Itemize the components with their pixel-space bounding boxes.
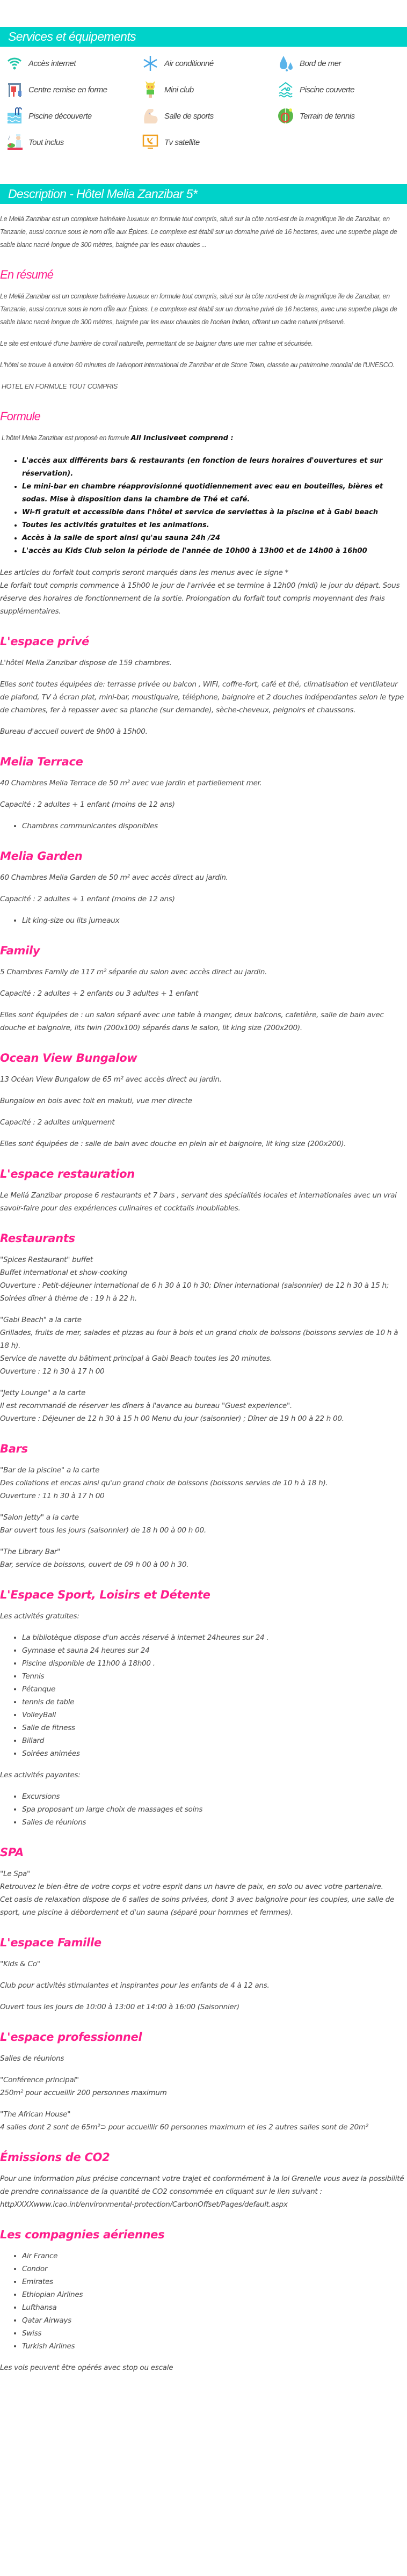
paragraph [0, 966, 406, 979]
section-heading-bars: Bars [0, 1442, 28, 1455]
text-line: Buffet international et show-cooking [0, 1268, 127, 1277]
list-item: • Pétanque [22, 1683, 406, 1696]
details-section [0, 455, 406, 2374]
paragraph [0, 656, 406, 669]
paragraph [0, 2108, 406, 2134]
amenity-label: Tv satellite [164, 137, 200, 147]
amenity-item [278, 53, 341, 74]
section-heading-l-espace-professionnel: L'espace professionnel [0, 2031, 142, 2044]
text-line: Le site est entouré d'une barrière de corail naturelle, permettant de se baigner dans une mer calme et sécurisée. [0, 340, 313, 347]
text-line: "The Library Bar" [0, 1548, 61, 1556]
list-item: • Turkish Airlines [22, 2340, 406, 2353]
paragraph [0, 678, 406, 717]
text-line: Elles sont équipées de : salle de bain avec douche en plein air et baignoire, lit king size (200x200). [0, 1140, 346, 1148]
amenity-item [142, 79, 194, 100]
text-line: "Jetty Lounge" a la carte [0, 1389, 86, 1397]
chef-buffet-icon [6, 134, 23, 151]
section-heading-formule: Formule [0, 410, 41, 423]
section-heading-ocean-view-bungalow: Ocean View Bungalow [0, 1052, 137, 1064]
text-line: Des collations et encas ainsi qu'un grand choix de boissons (boissons servies de 10 h à 18 h). [0, 1479, 328, 1487]
text-line: "The African House" [0, 2110, 71, 2119]
paragraph [0, 987, 406, 1000]
text-line: Ouverture : 11 h 30 à 17 h 00 [0, 1492, 105, 1500]
amenity-label: Salle de sports [164, 111, 214, 121]
paragraph [0, 566, 406, 618]
paragraph [0, 2361, 406, 2374]
text-line: Cet oasis de relaxation dispose de 6 salles de soins privées, dont 3 avec baignoire pour les couples, une salle de sport, une piscine à débordement et d'un sauna (séparé pour hommes et femmes). [0, 1895, 395, 1917]
water-drops-icon [278, 55, 294, 72]
amenity-label: Terrain de tennis [300, 111, 355, 121]
amenity-label: Tout inclus [28, 137, 64, 147]
paragraph [0, 1386, 406, 1425]
bullet-list [0, 1790, 406, 1829]
satellite-tv-icon [142, 134, 158, 151]
section-heading-les-compagnies-aeriennes: Les compagnies aériennes [0, 2228, 165, 2241]
paragraph [0, 213, 406, 251]
amenity-item [6, 105, 92, 127]
bullet-list [0, 2250, 406, 2353]
amenity-label: Air conditionné [164, 59, 214, 68]
amenity-label: Mini club [164, 85, 194, 94]
text-line: Le forfait tout compris commence à 15h00 le jour de l'arrivée et se termine à 12h00 (midi) le jour du départ. Sous réserve des horaires de fonctionnement de la sortie. Prolongation du forfait tout compris moyennant des frais supplémentaires. [0, 581, 400, 616]
text-line: Les articles du forfait tout compris seront marqués dans les menus avec le signe * [0, 568, 289, 577]
list-item: • Le mini-bar en chambre réapprovisionné quotidiennement avec eau en bouteilles, bières et sodas. Mise à disposition dans la chambre de Thé et café. [22, 480, 406, 506]
paragraph [0, 725, 406, 738]
amenity-item [278, 105, 355, 127]
list-item: • Chambres communicantes disponibles [22, 820, 406, 833]
paragraph [0, 2001, 406, 2013]
list-item: • Lit king-size ou lits jumeaux [22, 914, 406, 927]
description-content [0, 213, 406, 2383]
text-line: L'hôtel Melia Zanzibar est proposé en formule [2, 434, 131, 442]
list-item: • Tennis [22, 1670, 406, 1683]
list-item: • L'accès au Kids Club selon la période de l'année de 10h00 à 13h00 et de 14h00 à 16h00 [22, 545, 406, 558]
paragraph [0, 1313, 406, 1378]
text-line: Bureau d'accueil ouvert de 9h00 à 15h00. [0, 727, 148, 736]
text-line: Capacité : 2 adultes uniquement [0, 1118, 115, 1127]
text-line: Les activités payantes: [0, 1771, 81, 1779]
section-heading-melia-terrace: Melia Terrace [0, 755, 83, 768]
amenity-item [6, 79, 107, 100]
paragraph [0, 432, 406, 445]
paragraph [0, 290, 406, 329]
paragraph [0, 1979, 406, 1992]
paragraph [0, 893, 406, 906]
list-item: • Salles de réunions [22, 1816, 406, 1829]
paragraph [0, 1253, 406, 1305]
intro-section [0, 213, 406, 445]
paragraph [0, 1511, 406, 1537]
list-item: • Wi-fi gratuit et accessible dans l'hôtel et service de serviettes à la piscine et à Gabi beach [22, 506, 406, 519]
paragraph [0, 380, 406, 393]
snowflake-icon [142, 55, 158, 72]
text-line: Les activités gratuites: [0, 1612, 79, 1621]
services-banner [0, 27, 407, 47]
section-heading-en-resume: En résumé [0, 268, 54, 281]
text-line: 250m² pour accueillir 200 personnes maximum [0, 2089, 167, 2097]
indoor-pool-icon [278, 81, 294, 98]
amenity-label: Bord de mer [300, 59, 341, 68]
text-line: Les vols peuvent être opérés avec stop ou escale [0, 2363, 173, 2372]
text-line: Bar ouvert tous les jours (saisonnier) de 18 h 00 à 00 h 00. [0, 1526, 206, 1535]
paragraph [0, 1867, 406, 1919]
text-line: 60 Chambres Melia Garden de 50 m² avec accès direct au jardin. [0, 873, 228, 882]
description-banner [0, 184, 407, 204]
paragraph [0, 1137, 406, 1150]
text-line: 13 Océan View Bungalow de 65 m² avec accès direct au jardin. [0, 1075, 222, 1084]
paragraph [0, 1116, 406, 1129]
list-item: • Salle de fitness [22, 1721, 406, 1734]
emphasis-text: All Inclusiveet comprend : [130, 434, 234, 442]
text-line: L'hôtel Melia Zanzibar dispose de 159 chambres. [0, 659, 172, 667]
list-item: • La bibliotèque dispose d'un accès réservé à internet 24heures sur 24 . [22, 1631, 406, 1644]
wifi-icon [6, 55, 23, 72]
list-item: • Accès à la salle de sport ainsi qu'au sauna 24h /24 [22, 532, 406, 545]
list-item: • Qatar Airways [22, 2314, 406, 2327]
text-line: 4 salles dont 2 sont de 65m²⊃ pour accueillir 60 personnes maximum et les 2 autres salles sont de 20m² [0, 2123, 368, 2132]
tennis-racket-icon [278, 107, 294, 125]
text-line: 5 Chambres Family de 117 m² séparée du salon avec accès direct au jardin. [0, 968, 267, 976]
amenity-item [6, 132, 64, 153]
amenity-item [142, 105, 214, 127]
paragraph [0, 1464, 406, 1502]
services-title: Services et équipements [8, 30, 136, 43]
text-line: Bar, service de boissons, ouvert de 09 h 00 à 00 h 30. [0, 1560, 189, 1569]
list-item: • Air France [22, 2250, 406, 2263]
text-line: "Salon Jetty" a la carte [0, 1513, 79, 1522]
text-line: Le Meliá Zanzibar est un complexe balnéaire luxueux en formule tout compris, situé sur la côte nord-est de la magnifique île de Zanzibar, en Tanzanie, aussi connue sous le nom d'Île aux Épices. Le complexe est établi sur un domaine privé de 16 hectares, avec une superbe plage de sable blanc nacré longue de 300 mètres, baignée par les eaux chaudes ... [0, 215, 397, 249]
text-line: Capacité : 2 adultes + 1 enfant (moins de 12 ans) [0, 895, 175, 903]
section-heading-l-espace-sport-loisirs-et-detente: L'Espace Sport, Loisirs et Détente [0, 1588, 210, 1601]
text-line: Le Meliá Zanzibar est un complexe balnéaire luxueux en formule tout compris, situé sur la côte nord-est de la magnifique île de Zanzibar, en Tanzanie, aussi connue sous le nom d'Île aux Épices. Le complexe est établi sur un domaine privé de 16 hectares, avec une superbe plage de sable blanc nacré longue de 300 mètres, baignée par les eaux chaudes de l'océan Indien, offrant un cadre naturel préservé. [0, 293, 397, 326]
amenity-label: Centre remise en forme [28, 85, 107, 94]
amenity-item [6, 53, 76, 74]
list-item: • Soirées animées [22, 1747, 406, 1760]
paragraph [0, 1094, 406, 1107]
text-line: "Gabi Beach" a la carte [0, 1316, 82, 1324]
paragraph [0, 1769, 406, 1782]
section-heading-l-espace-restauration: L'espace restauration [0, 1167, 135, 1180]
text-line: "Spices Restaurant" buffet [0, 1256, 93, 1264]
section-heading-emissions-de-co2: Émissions de CO2 [0, 2151, 110, 2164]
text-line: Ouverture : Petit-déjeuner international de 6 h 30 à 10 h 30; Dîner international (saisonnier) de 12 h 30 à 15 h; Soirées dîner à thème de : 19 h à 22 h. [0, 1281, 389, 1303]
list-item: • Toutes les activités gratuites et les animations. [22, 519, 406, 532]
paragraph [0, 2052, 406, 2065]
text-line: "Kids & Co" [0, 1960, 40, 1968]
bullet-list [0, 1631, 406, 1760]
section-heading-l-espace-prive: L'espace privé [0, 635, 90, 648]
paragraph [0, 1545, 406, 1571]
paragraph [0, 798, 406, 811]
paragraph [0, 1073, 406, 1086]
amenity-label: Piscine couverte [300, 85, 355, 94]
text-line: Il est recommandé de réserver les dîners à l'avance au bureau "Guest experience". [0, 1402, 292, 1410]
list-item: • VolleyBall [22, 1709, 406, 1721]
paragraph [0, 1610, 406, 1623]
list-item: • tennis de table [22, 1696, 406, 1709]
paragraph [0, 2172, 406, 2211]
section-heading-l-espace-famille: L'espace Famille [0, 1936, 101, 1949]
list-item: • Condor [22, 2263, 406, 2275]
amenity-item [278, 79, 354, 100]
list-item: • Piscine disponible de 11h00 à 18h00 . [22, 1657, 406, 1670]
text-line: Ouverture : 12 h 30 à 17 h 00 [0, 1367, 105, 1376]
paragraph [0, 871, 406, 884]
amenity-label: Accès internet [28, 59, 76, 68]
text-line: "Bar de la piscine" a la carte [0, 1466, 100, 1475]
outdoor-pool-icon [6, 107, 23, 125]
text-line: Elles sont toutes équipées de: terrasse privée ou balcon , WIFI, coffre-fort, café et thé, climatisation et ventilateur de plafond, TV à écran plat, mini-bar, moustiquaire, téléphone, baignoire et 2 douches indépendantes selon le type de chambres, fer à repasser avec sa planche (sur demande), sèche-cheveux, peignoirs et chaussons. [0, 680, 404, 714]
list-item: • L'accès aux différents bars & restaurants (en fonction de leurs horaires d'ouvertures et sur réservation). [22, 455, 406, 480]
list-item: • Swiss [22, 2327, 406, 2340]
paragraph [0, 2074, 406, 2099]
kids-mascot-icon [142, 81, 158, 98]
text-line: Salles de réunions [0, 2054, 64, 2063]
section-heading-restaurants: Restaurants [0, 1232, 75, 1245]
fitness-machine-icon [6, 81, 23, 98]
paragraph [0, 1189, 406, 1215]
text-line: "Conférence principal" [0, 2076, 79, 2084]
amenity-label: Piscine découverte [28, 111, 92, 121]
paragraph [0, 359, 406, 371]
section-heading-melia-garden: Melia Garden [0, 850, 83, 863]
list-item: • Billard [22, 1734, 406, 1747]
list-item: • Excursions [22, 1790, 406, 1803]
list-item: • Spa proposant un large choix de massages et soins [22, 1803, 406, 1816]
text-line: Retrouvez le bien-être de votre corps et votre esprit dans un havre de paix, en solo ou avec votre partenaire. [0, 1882, 383, 1891]
muscle-arm-icon [142, 107, 158, 125]
text-line: Bungalow en bois avec toit en makuti, vue mer directe [0, 1097, 192, 1105]
text-line: Grillades, fruits de mer, salades et pizzas au four à bois et un grand choix de boissons (boissons servies de 10 h à 18 h). [0, 1329, 398, 1350]
text-line: Club pour activités stimulantes et inspirantes pour les enfants de 4 à 12 ans. [0, 1981, 270, 1990]
list-item: • Gymnase et sauna 24 heures sur 24 [22, 1644, 406, 1657]
paragraph [0, 777, 406, 790]
list-item: • Ethiopian Airlines [22, 2288, 406, 2301]
bullet-list [0, 914, 406, 927]
paragraph [0, 1009, 406, 1034]
text-line: HOTEL EN FORMULE TOUT COMPRIS [2, 383, 118, 390]
amenity-item [142, 53, 214, 74]
text-line: Capacité : 2 adultes + 1 enfant (moins de 12 ans) [0, 800, 175, 809]
amenity-item [142, 132, 200, 153]
list-item: • Emirates [22, 2275, 406, 2288]
description-title: Description - Hôtel Melia Zanzibar 5* [8, 187, 198, 201]
text-line: 40 Chambres Melia Terrace de 50 m² avec vue jardin et partiellement mer. [0, 779, 262, 787]
bullet-list [0, 820, 406, 833]
paragraph [0, 337, 406, 350]
text-line: Elles sont équipées de : un salon séparé avec une table à manger, deux balcons, cafetière, salle de bain avec douche et baignoire, lits twin (200x100) séparés dans le salon, lit king size (200x200). [0, 1011, 384, 1032]
text-line: Capacité : 2 adultes + 2 enfants ou 3 adultes + 1 enfant [0, 989, 199, 998]
bullet-list [0, 455, 406, 558]
section-heading-family: Family [0, 944, 40, 957]
text-line: "Le Spa" [0, 1870, 30, 1878]
text-line: Service de navette du bâtiment principal à Gabi Beach toutes les 20 minutes. [0, 1354, 272, 1363]
text-line: Pour une information plus précise concernant votre trajet et conformément à la loi Grenelle vous avez la possibilité de prendre connaissance de la quantité de CO2 consommée en cliquant sur le lien suivant : httpXXXXwww.icao.int/environmental-protection/CarbonOffset/Pages/default.aspx [0, 2174, 404, 2209]
list-item: • Lufthansa [22, 2301, 406, 2314]
text-line: L'hôtel se trouve à environ 60 minutes de l'aéroport international de Zanzibar et de Stone Town, classée au patrimoine mondial de l'UNESCO. [0, 361, 395, 369]
text-line: Ouvert tous les jours de 10:00 à 13:00 et 14:00 à 16:00 (Saisonnier) [0, 2003, 239, 2011]
section-heading-spa: SPA [0, 1846, 24, 1859]
paragraph [0, 1958, 406, 1971]
text-line: Ouverture : Déjeuner de 12 h 30 à 15 h 00 Menu du jour (saisonnier) ; Dîner de 19 h 00 à 22 h 00. [0, 1414, 344, 1423]
text-line: Le Meliá Zanzibar propose 6 restaurants et 7 bars , servant des spécialités locales et internationales avec un vrai savoir-faire pour des expériences culinaires et cocktails inoubliables. [0, 1191, 397, 1213]
